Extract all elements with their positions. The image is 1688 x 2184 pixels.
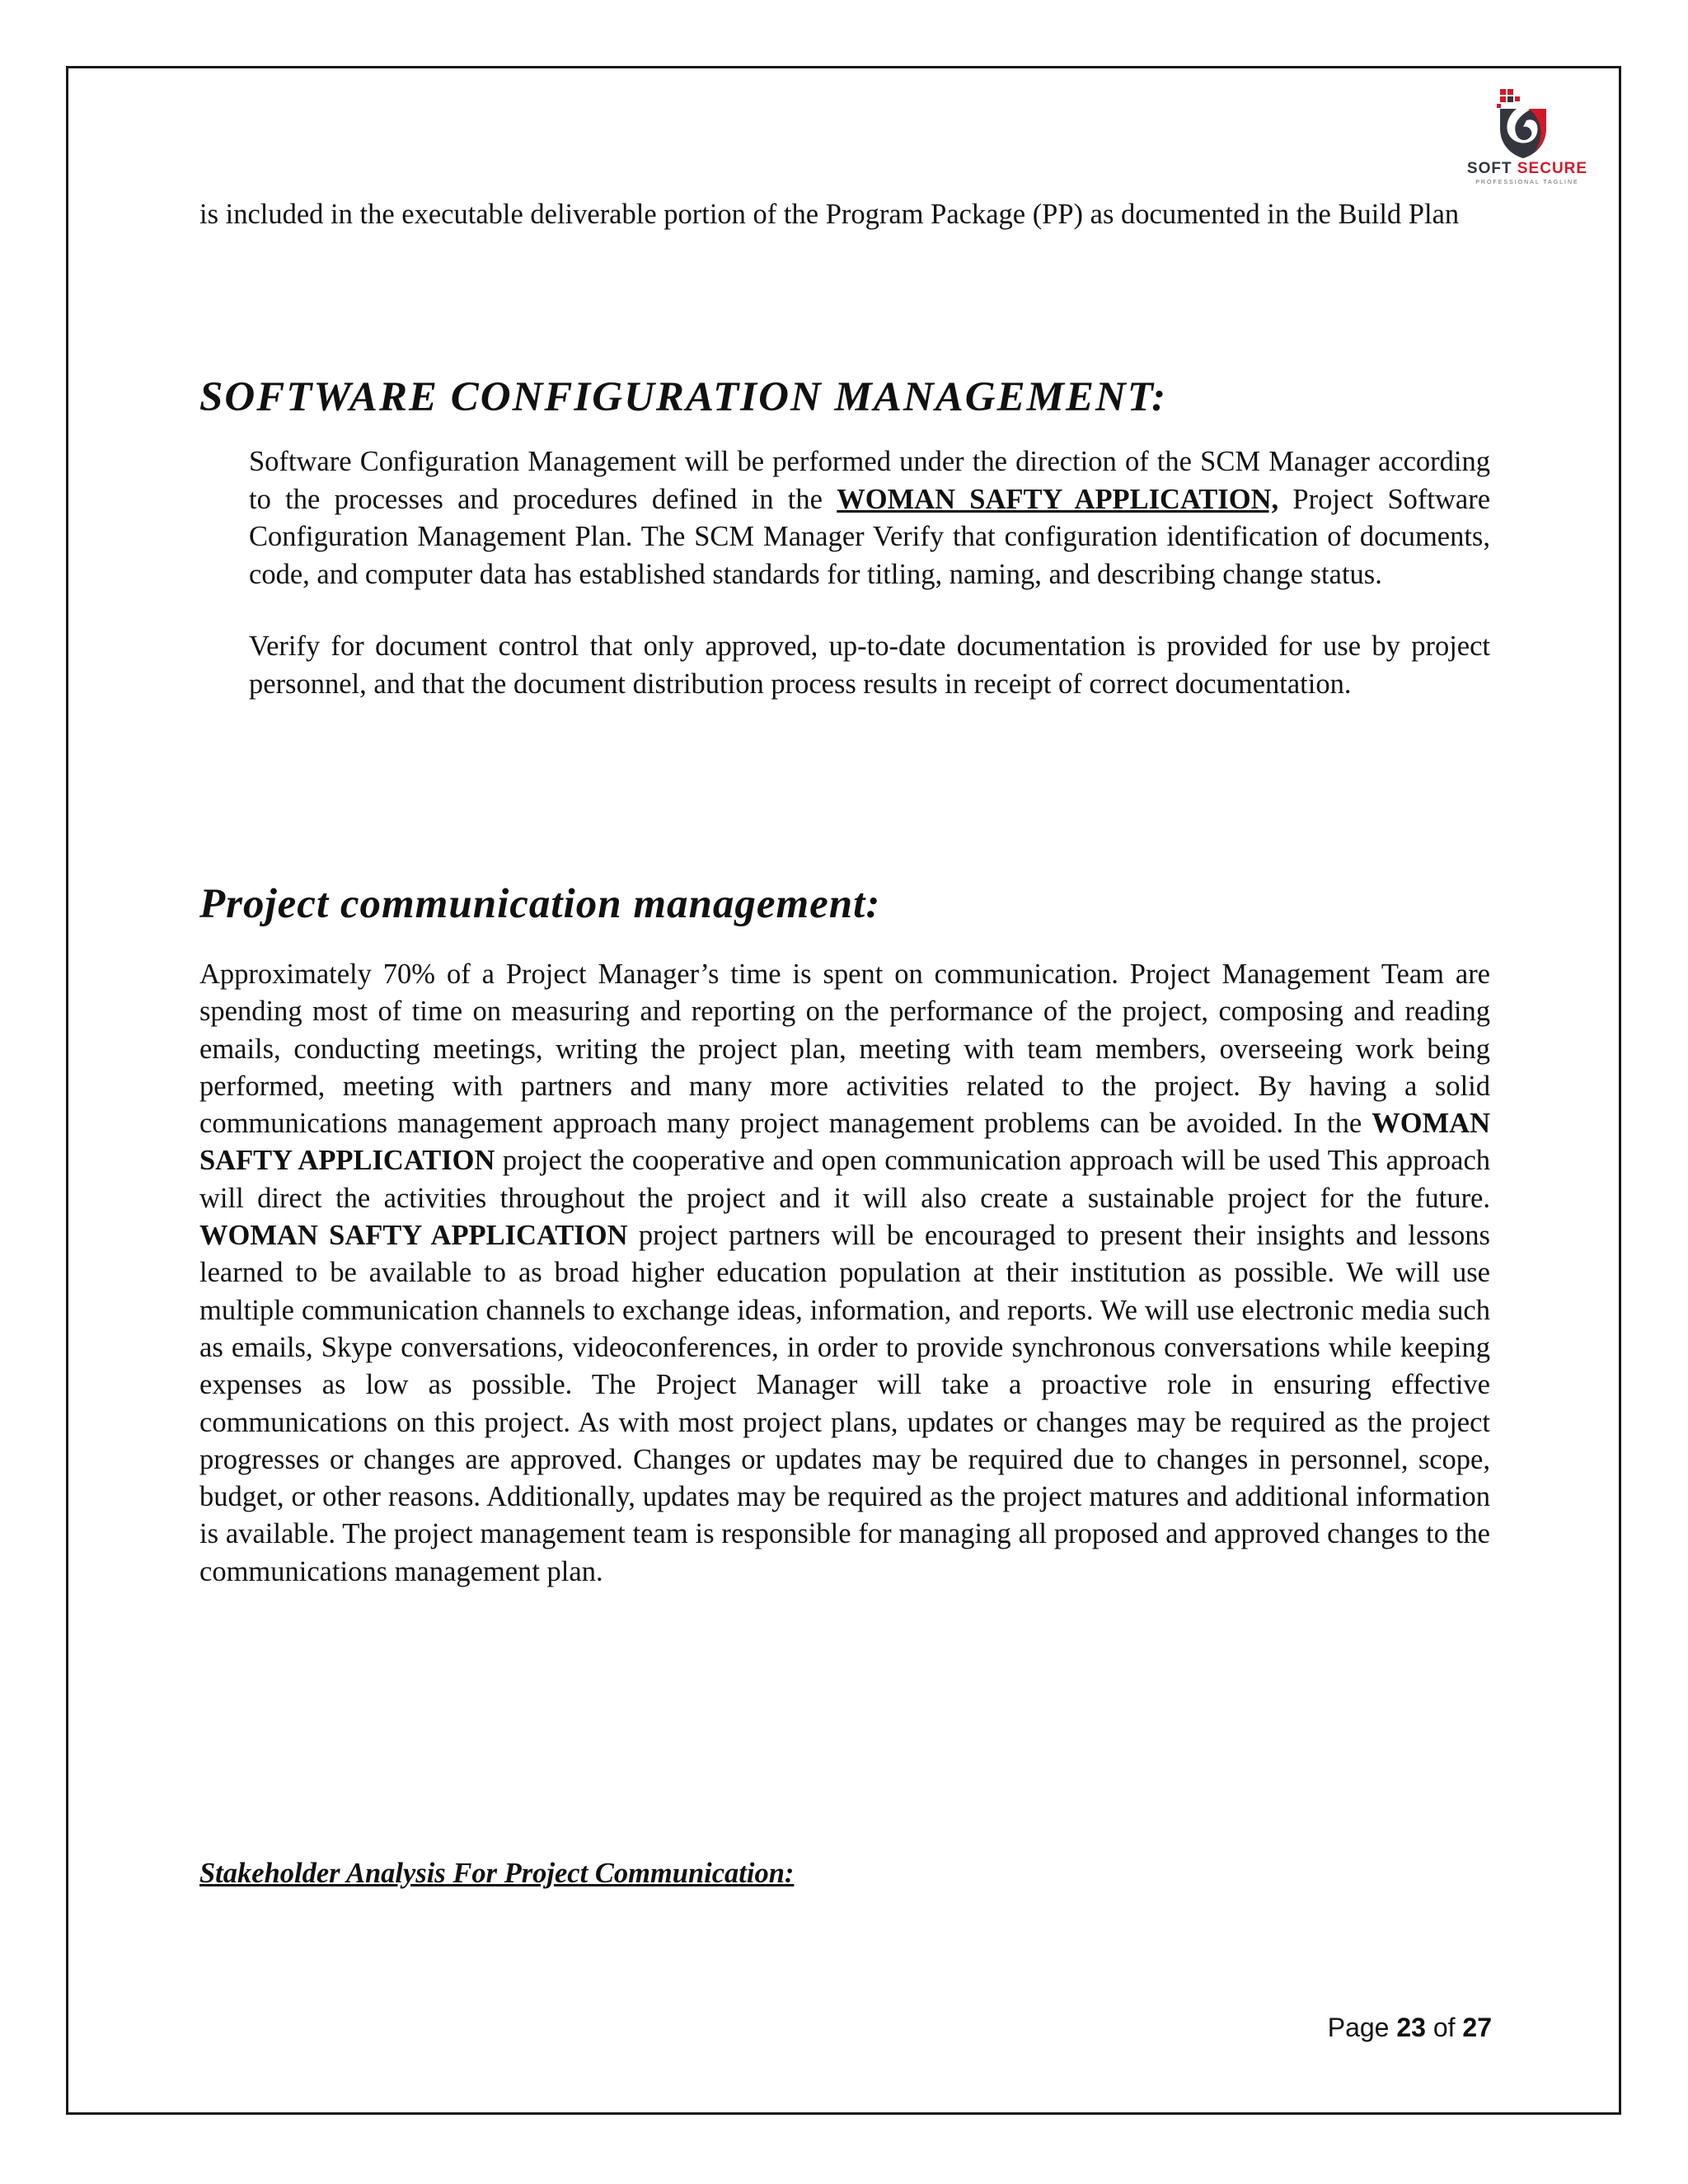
- page-of-label: of: [1432, 2013, 1456, 2042]
- scm-paragraph-1: [249, 443, 1490, 593]
- communication-text-c: project partners will be encouraged to present their insights and lessons learned to be available to as broad higher education population at their institution as possible. We will use multiple communication channels to exchange ideas, information, and reports. We will use electronic media such as emails, Skype conversations, videoconferences, in order to provide synchronous conversations while keeping expenses as low as possible. The Project Manager will take a proactive role in ensuring effective communications on this project. As with most project plans, updates or changes may be required as the project progresses or changes are approved. Changes or updates may be required due to changes in personnel, scope, budget, or other reasons. Additionally, updates may be required as the project matures and additional information is available. The project management team is responsible for managing all proposed and approved changes to the communications management plan.: [199, 1220, 1490, 1587]
- logo-wordmark: [1432, 160, 1622, 178]
- project-name-emphasis: WOMAN SAFTY APPLICATION,: [837, 483, 1279, 515]
- communication-paragraph: [199, 956, 1490, 1591]
- scm-heading: SOFTWARE CONFIGURATION MANAGEMENT:: [199, 374, 1168, 420]
- page-label: Page: [1327, 2013, 1390, 2042]
- logo-wordmark-soft: SOFT: [1466, 160, 1512, 177]
- project-name-emphasis: WOMAN SAFTY APPLICATION: [199, 1108, 1490, 1177]
- logo-tagline: PROFESSIONAL TAGLINE: [1475, 180, 1579, 185]
- stakeholder-heading: Stakeholder Analysis For Project Communication:: [199, 1858, 795, 1889]
- shield-logo-icon: [1495, 87, 1553, 160]
- communication-text-a: Approximately 70% of a Project Manager’s time is spent on communication. Project Management Team are spending most of time on measuring and reporting on the performance of the project, composing and reading emails, conducting meetings, writing the project plan, meeting with team members, overseeing work being performed, meeting with partners and many more activities related to the project. By having a solid communications management approach many project management problems can be avoided. In the: [199, 958, 1490, 1140]
- scm-paragraph-1-text-a: Software Configuration Management will be performed under the direction of the SCM Manager according to the processes and procedures defined in the: [249, 446, 1490, 515]
- scm-paragraph-2: Verify for document control that only approved, up-to-date documentation is provided for use by project personnel, and that the document distribution process results in receipt of correct documentation.: [249, 630, 1490, 700]
- company-logo: [1432, 87, 1622, 191]
- total-pages: 27: [1462, 2013, 1492, 2042]
- communication-text-b: project the cooperative and open communication approach will be used This approach will direct the activities throughout the project and it will also create a sustainable project for the future.: [199, 1145, 1491, 1214]
- intro-paragraph: is included in the executable deliverable portion of the Program Package (PP) as documented in the Build Plan: [199, 199, 1460, 230]
- scm-paragraph-1-text-b: Project Software Configuration Management Plan. The SCM Manager Verify that configuration identification of documents, code, and computer data has established standards for titling, naming, and describing change status.: [249, 483, 1491, 590]
- page-number: 23: [1396, 2013, 1426, 2042]
- communication-heading: Project communication management:: [199, 881, 881, 927]
- project-name-emphasis: WOMAN SAFTY APPLICATION: [199, 1220, 628, 1252]
- page-footer: [1286, 2013, 1492, 2043]
- logo-wordmark-secure: SECURE: [1517, 160, 1588, 177]
